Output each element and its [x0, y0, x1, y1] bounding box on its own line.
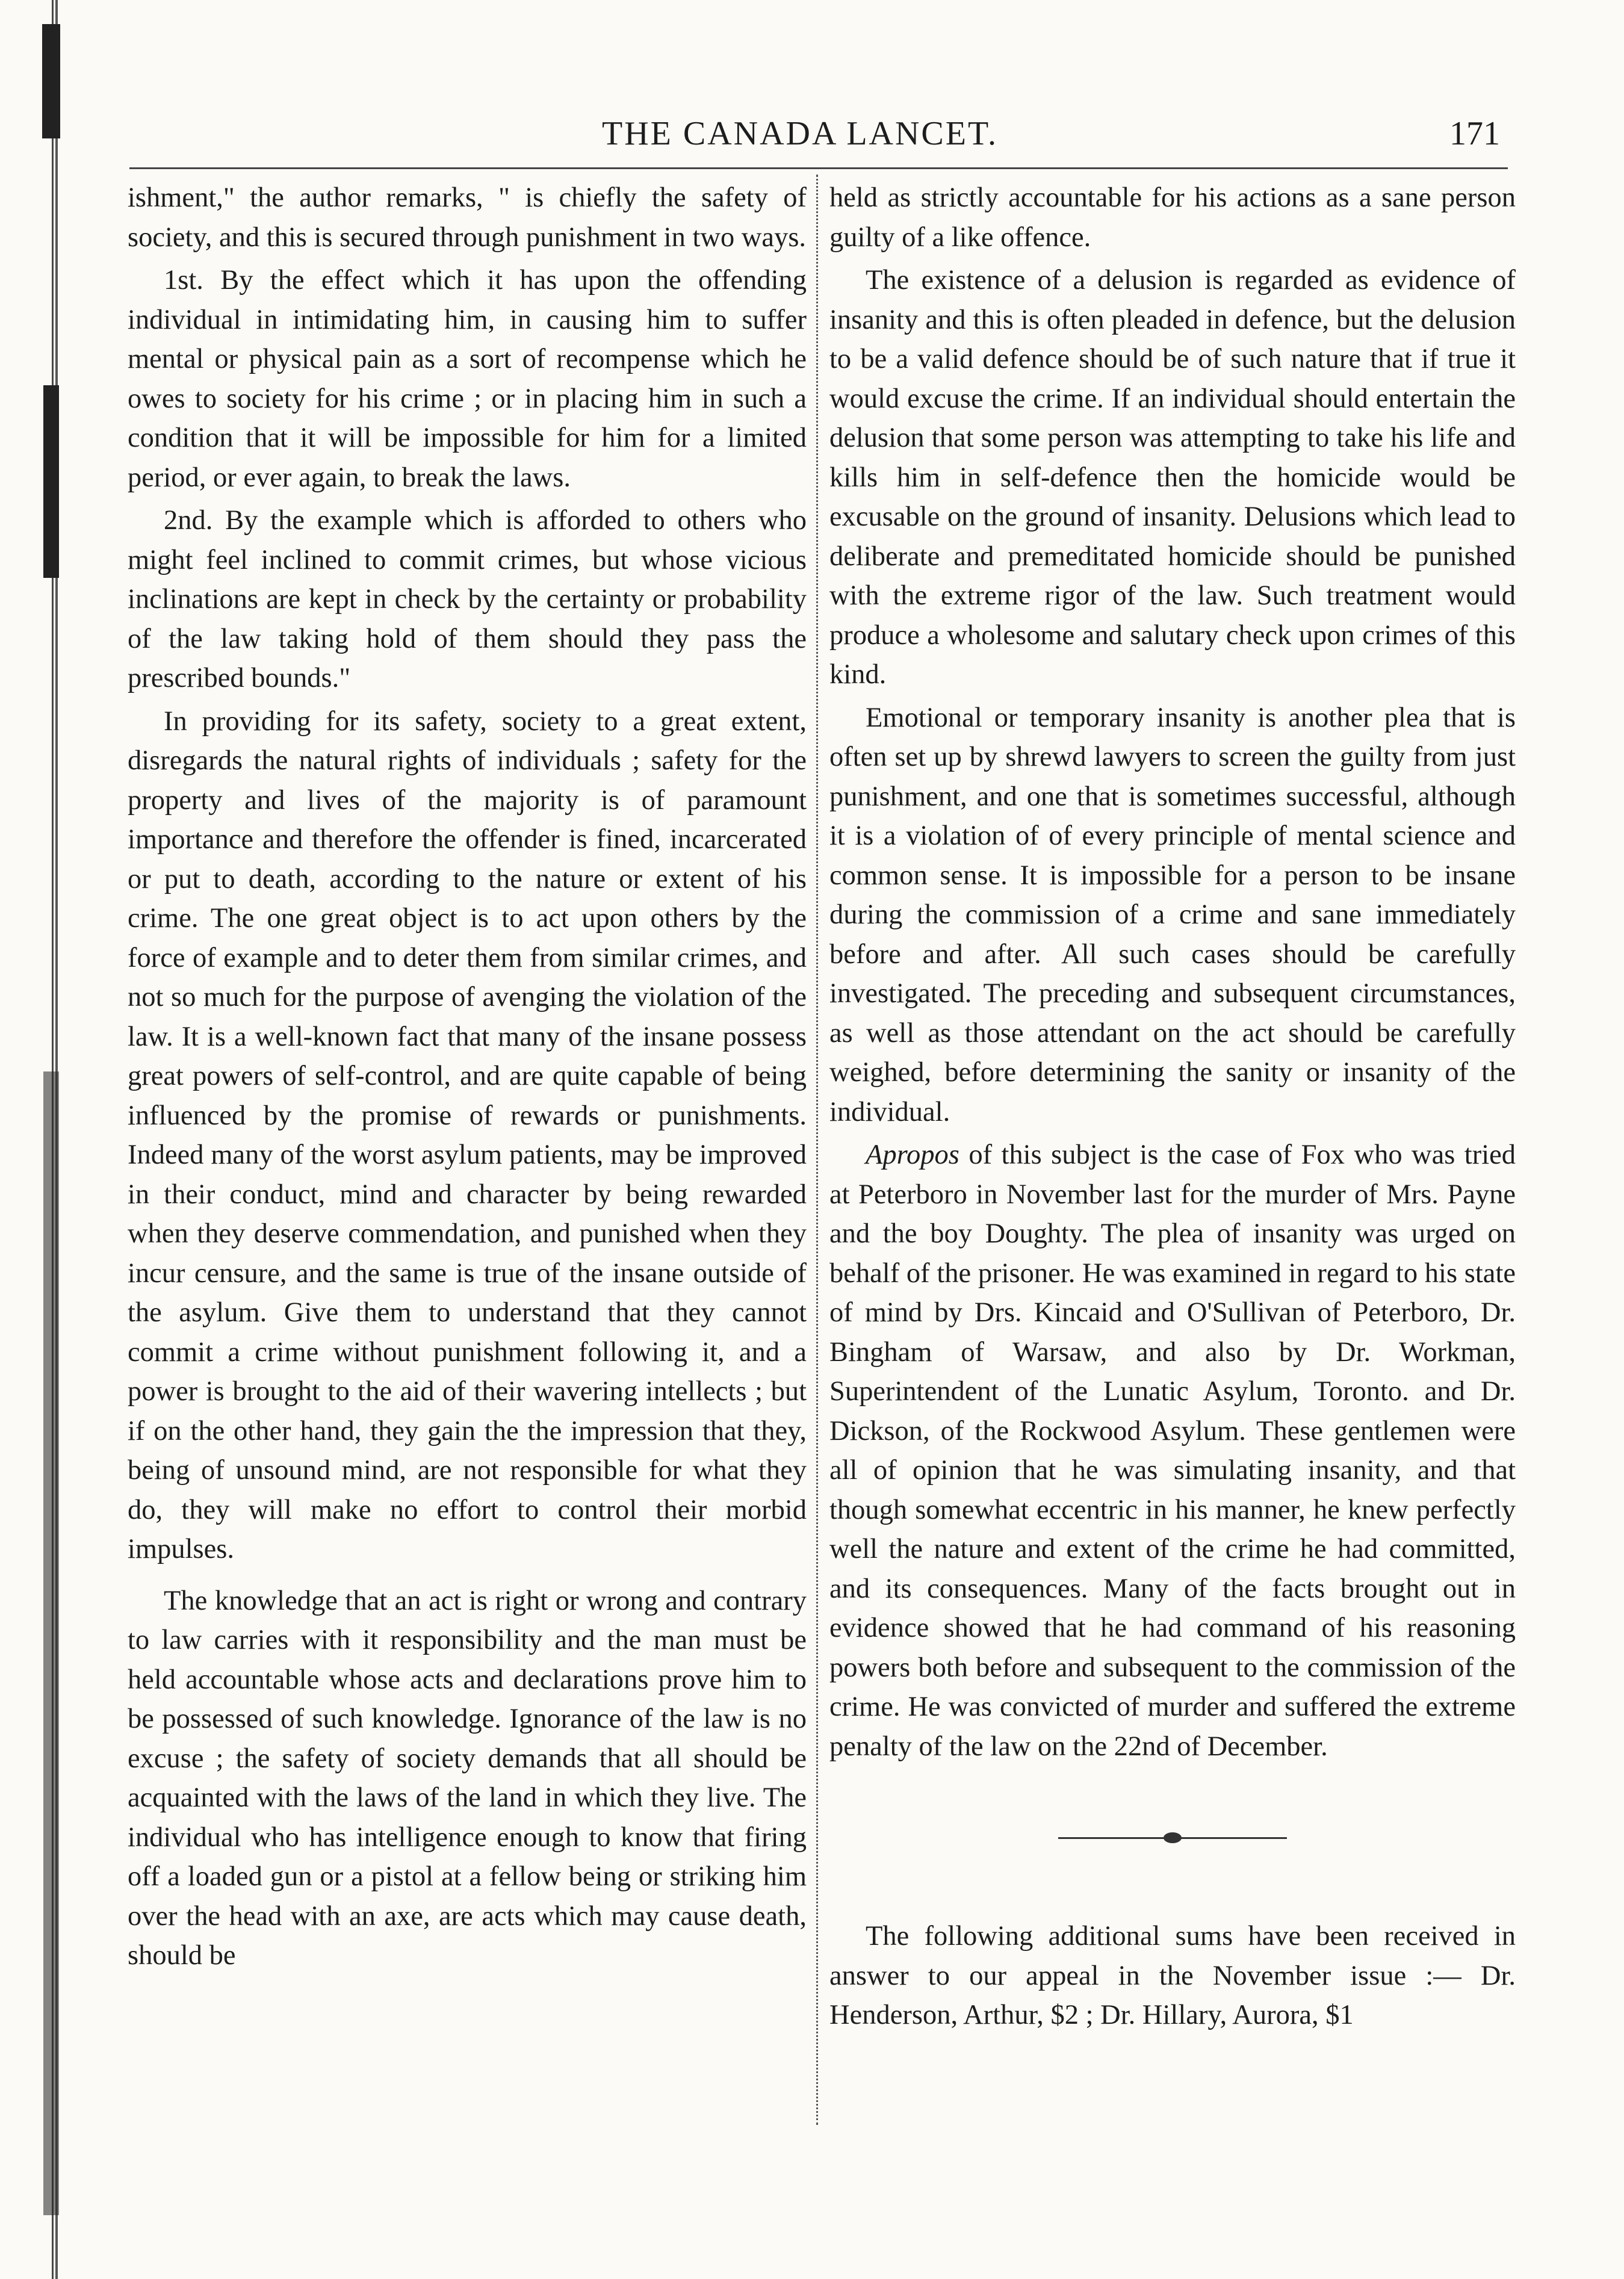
- apropos-body: of this subject is the case of Fox who was tried at Peterboro in November last for the murder of Mrs. Payne and the boy Doughty. The plea of insanity was urged on behalf of the prisoner. He was examined in regard to his state of mind by Drs. Kincaid and O'Sullivan of Peterboro, Dr. Bingham of Warsaw, and also by Dr. Workman, Superintendent of the Lunatic Asylum, Toronto. and Dr. Dickson, of the Rockwood Asylum. These gentlemen were all of opinion that he was simulating insanity, and that though somewhat eccentric in his manner, he knew perfectly well the nature and extent of the crime he had committed, and its consequences. Many of the facts brought out in evidence showed that he had command of his reasoning powers both before and subsequent to the commission of the crime. He was convicted of murder and suffered the extreme penalty of the law on the 22nd of December.: [829, 1140, 1516, 1762]
- paragraph: 2nd. By the example which is afforded to others who might feel inclined to commit crimes, but whose vicious inclinations are kept in check by the certainty or probability of the law taking hold of them should they pass the prescribed bounds.": [128, 505, 807, 693]
- paragraph: The knowledge that an act is right or wrong and contrary to law carries with it responsibility and the man must be held accountable whose acts and declarations prove him to be possessed of such knowledge. Ignorance of the law is no excuse ; the safety of society demands that all should be acquainted with the laws of the land in which they live. The individual who has intelligence enough to know that firing off a loaded gun or a pistol at a fellow being or striking him over the head with an axe, are acts which may cause death, should be: [128, 1585, 807, 1971]
- ornament-dot: [1164, 1832, 1182, 1843]
- left-column: [128, 178, 807, 1976]
- paragraph: ishment," the author remarks, " is chiefly the safety of society, and this is secured through punishment in two ways.: [128, 182, 807, 253]
- paragraph: held as strictly accountable for his actions as a sane person guilty of a like offence.: [829, 182, 1516, 253]
- binding-mark: [43, 1071, 59, 2215]
- page-number: 171: [1449, 115, 1500, 152]
- right-column: [829, 178, 1516, 2035]
- page-header: [0, 114, 1624, 163]
- running-title: THE CANADA LANCET.: [602, 115, 999, 152]
- binding-mark: [43, 385, 59, 578]
- header-rule: [129, 167, 1508, 169]
- apropos-lead: Apropos: [866, 1140, 959, 1170]
- section-ornament: [829, 1832, 1516, 1844]
- paragraph: Emotional or temporary insanity is another plea that is often set up by shrewd lawyers to screen the guilty from just punishment, and one that is sometimes successful, although it is a violation of of every principle of mental science and common sense. It is impossible for a person to be insane during the commission of a crime and sane immediately before and after. All such cases should be carefully investigated. The preceding and subsequent circumstances, as well as those attendant on the act should be carefully weighed, before determining the sanity or insanity of the individual.: [829, 702, 1516, 1127]
- column-divider: [816, 175, 818, 2125]
- paragraph: 1st. By the effect which it has upon the offending individual in intimidating him, in causing him to suffer mental or physical pain as a sort of recompense which he owes to society for his crime ; or in placing him in such a condition that it will be impossible for him for a limited period, or ever again, to break the laws.: [128, 265, 807, 493]
- paragraph: In providing for its safety, society to a great extent, disregards the natural rights of individuals ; safety for the property and lives of the majority is of paramount importance and therefore the offender is fined, incarcerated or put to death, according to the nature or extent of his crime. The one great object is to act upon others by the force of example and to deter them from similar crimes, and not so much for the purpose of avenging the violation of the law. It is a well-known fact that many of the insane possess great powers of self-control, and are quite capable of being influenced by the promise of rewards or punishments. Indeed many of the worst asylum patients, may be improved in their conduct, mind and character by being rewarded when they deserve commendation, and punished when they incur censure, and the same is true of the insane outside of the asylum. Give them to understand that they cannot commit a crime without punishment following it, and a power is brought to the aid of their wavering intellects ; but if on the other hand, they gain the the impression that they, being of unsound mind, are not responsible for what they do, they will make no effort to control their morbid impulses.: [128, 705, 807, 1564]
- paragraph-apropos: [829, 1135, 1516, 1766]
- paragraph: The existence of a delusion is regarded as evidence of insanity and this is often pleaded in defence, but the delusion to be a valid defence should be of such nature that if true it would excuse the crime. If an individual should entertain the delusion that some person was attempting to take his life and kills him in self-defence then the homicide would be excusable on the ground of insanity. Delusions which lead to deliberate and premeditated homicide should be punished with the extreme rigor of the law. Such treatment would produce a wholesome and salutary check upon crimes of this kind.: [829, 265, 1516, 690]
- notice-paragraph: The following additional sums have been received in answer to our appeal in the November issue :— Dr. Henderson, Arthur, $2 ; Dr. Hillary, Aurora, $1: [829, 1921, 1516, 2030]
